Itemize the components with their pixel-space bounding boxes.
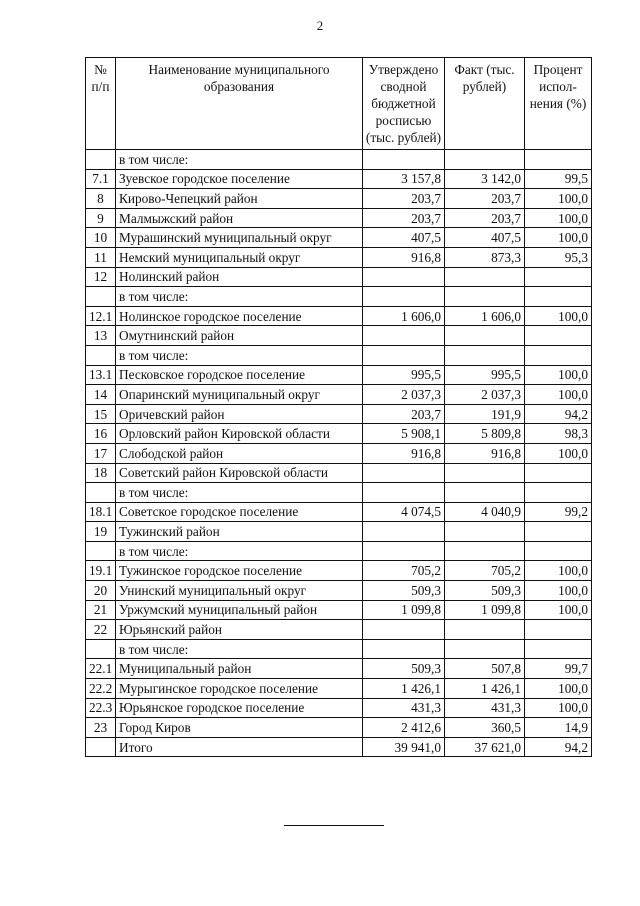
table-row <box>86 208 592 228</box>
table-row <box>86 189 592 209</box>
execution-percent-cell: 100,0 <box>525 306 592 326</box>
table-row <box>86 679 592 699</box>
execution-percent-cell: 100,0 <box>525 581 592 601</box>
row-number-cell <box>86 737 116 757</box>
approved-budget-cell <box>363 463 445 483</box>
row-number-cell: 23 <box>86 718 116 738</box>
table-row <box>86 581 592 601</box>
table-row <box>86 718 592 738</box>
municipality-name-cell: Итого <box>116 737 363 757</box>
municipality-name-cell: Юрьянское городское поселение <box>116 698 363 718</box>
municipality-name-cell: Муниципальный район <box>116 659 363 679</box>
approved-budget-cell: 39 941,0 <box>363 737 445 757</box>
execution-percent-cell: 100,0 <box>525 365 592 385</box>
actual-cell <box>445 326 525 346</box>
execution-percent-cell: 100,0 <box>525 561 592 581</box>
municipality-name-cell: Тужинское городское поселение <box>116 561 363 581</box>
execution-percent-cell: 94,2 <box>525 404 592 424</box>
row-number-cell: 13.1 <box>86 365 116 385</box>
approved-budget-cell <box>363 345 445 365</box>
actual-cell: 5 809,8 <box>445 424 525 444</box>
approved-budget-cell: 916,8 <box>363 247 445 267</box>
page-number: 2 <box>316 18 324 33</box>
table-row <box>86 639 592 659</box>
table-row <box>86 502 592 522</box>
actual-cell <box>445 287 525 307</box>
approved-budget-cell: 3 157,8 <box>363 169 445 189</box>
approved-budget-cell: 509,3 <box>363 659 445 679</box>
table-row <box>86 522 592 542</box>
actual-cell <box>445 463 525 483</box>
execution-percent-cell <box>525 287 592 307</box>
municipality-name-cell: в том числе: <box>116 639 363 659</box>
execution-percent-cell <box>525 326 592 346</box>
row-number-cell: 20 <box>86 581 116 601</box>
municipality-name-cell: Советское городское поселение <box>116 502 363 522</box>
actual-cell: 705,2 <box>445 561 525 581</box>
row-number-cell: 22.3 <box>86 698 116 718</box>
table-row <box>86 698 592 718</box>
execution-percent-cell <box>525 463 592 483</box>
municipality-name-cell: Нолинский район <box>116 267 363 287</box>
header-row-number: № п/п <box>86 58 116 150</box>
row-number-cell: 13 <box>86 326 116 346</box>
approved-budget-cell <box>363 150 445 170</box>
approved-budget-cell: 705,2 <box>363 561 445 581</box>
execution-percent-cell: 100,0 <box>525 189 592 209</box>
execution-percent-cell: 100,0 <box>525 228 592 248</box>
table-row <box>86 385 592 405</box>
actual-cell: 1 606,0 <box>445 306 525 326</box>
execution-percent-cell: 94,2 <box>525 737 592 757</box>
municipality-name-cell: Мурыгинское городское поселение <box>116 679 363 699</box>
actual-cell: 191,9 <box>445 404 525 424</box>
execution-percent-cell <box>525 345 592 365</box>
table-row <box>86 228 592 248</box>
execution-percent-cell: 100,0 <box>525 443 592 463</box>
table-row <box>86 345 592 365</box>
table-row <box>86 267 592 287</box>
table-row <box>86 247 592 267</box>
table-row <box>86 561 592 581</box>
table-body <box>86 150 592 757</box>
actual-cell <box>445 483 525 503</box>
actual-cell <box>445 541 525 561</box>
approved-budget-cell: 1 606,0 <box>363 306 445 326</box>
row-number-cell: 12 <box>86 267 116 287</box>
municipality-name-cell: в том числе: <box>116 150 363 170</box>
row-number-cell: 10 <box>86 228 116 248</box>
actual-cell: 360,5 <box>445 718 525 738</box>
table-row <box>86 737 592 757</box>
approved-budget-cell: 1 426,1 <box>363 679 445 699</box>
approved-budget-cell <box>363 267 445 287</box>
actual-cell: 873,3 <box>445 247 525 267</box>
row-number-cell: 19.1 <box>86 561 116 581</box>
approved-budget-cell: 1 099,8 <box>363 600 445 620</box>
table-row <box>86 326 592 346</box>
municipality-name-cell: Опаринский муниципальный округ <box>116 385 363 405</box>
municipality-name-cell: в том числе: <box>116 541 363 561</box>
table-row <box>86 463 592 483</box>
execution-percent-cell <box>525 483 592 503</box>
execution-percent-cell <box>525 541 592 561</box>
municipality-name-cell: Нолинское городское поселение <box>116 306 363 326</box>
approved-budget-cell: 5 908,1 <box>363 424 445 444</box>
row-number-cell: 21 <box>86 600 116 620</box>
row-number-cell: 11 <box>86 247 116 267</box>
actual-cell: 995,5 <box>445 365 525 385</box>
execution-percent-cell: 100,0 <box>525 698 592 718</box>
municipality-name-cell: Малмыжский район <box>116 208 363 228</box>
execution-percent-cell <box>525 620 592 640</box>
approved-budget-cell: 916,8 <box>363 443 445 463</box>
row-number-cell: 14 <box>86 385 116 405</box>
approved-budget-cell <box>363 522 445 542</box>
municipality-name-cell: Унинский муниципальный округ <box>116 581 363 601</box>
row-number-cell: 22.1 <box>86 659 116 679</box>
actual-cell <box>445 620 525 640</box>
budget-execution-table <box>85 57 592 757</box>
row-number-cell: 22 <box>86 620 116 640</box>
actual-cell: 509,3 <box>445 581 525 601</box>
table-row <box>86 150 592 170</box>
table-row <box>86 169 592 189</box>
approved-budget-cell <box>363 620 445 640</box>
table-row <box>86 443 592 463</box>
approved-budget-cell: 203,7 <box>363 189 445 209</box>
approved-budget-cell <box>363 639 445 659</box>
municipality-name-cell: Немский муниципальный округ <box>116 247 363 267</box>
actual-cell <box>445 345 525 365</box>
approved-budget-cell: 2 412,6 <box>363 718 445 738</box>
municipality-name-cell: Слободской район <box>116 443 363 463</box>
actual-cell: 203,7 <box>445 208 525 228</box>
municipality-name-cell: Омутнинский район <box>116 326 363 346</box>
actual-cell: 916,8 <box>445 443 525 463</box>
execution-percent-cell: 14,9 <box>525 718 592 738</box>
table-row <box>86 404 592 424</box>
municipality-name-cell: Оричевский район <box>116 404 363 424</box>
row-number-cell: 9 <box>86 208 116 228</box>
table-row <box>86 287 592 307</box>
actual-cell: 203,7 <box>445 189 525 209</box>
execution-percent-cell <box>525 150 592 170</box>
row-number-cell: 18.1 <box>86 502 116 522</box>
approved-budget-cell: 2 037,3 <box>363 385 445 405</box>
row-number-cell: 22.2 <box>86 679 116 699</box>
row-number-cell: 19 <box>86 522 116 542</box>
table-row <box>86 600 592 620</box>
execution-percent-cell: 100,0 <box>525 600 592 620</box>
actual-cell: 2 037,3 <box>445 385 525 405</box>
municipality-name-cell: Советский район Кировской области <box>116 463 363 483</box>
closing-divider-line <box>284 825 384 826</box>
approved-budget-cell: 995,5 <box>363 365 445 385</box>
header-execution-percent: Процент испол-нения (%) <box>525 58 592 150</box>
row-number-cell <box>86 287 116 307</box>
approved-budget-cell <box>363 326 445 346</box>
row-number-cell: 18 <box>86 463 116 483</box>
table-row <box>86 620 592 640</box>
header-approved-budget: Утверждено сводной бюджетной росписью (тыс. рублей) <box>363 58 445 150</box>
approved-budget-cell: 203,7 <box>363 208 445 228</box>
execution-percent-cell: 95,3 <box>525 247 592 267</box>
approved-budget-cell: 431,3 <box>363 698 445 718</box>
municipality-name-cell: Тужинский район <box>116 522 363 542</box>
approved-budget-cell: 4 074,5 <box>363 502 445 522</box>
municipality-name-cell: в том числе: <box>116 345 363 365</box>
table-row <box>86 424 592 444</box>
municipality-name-cell: Юрьянский район <box>116 620 363 640</box>
execution-percent-cell <box>525 522 592 542</box>
actual-cell <box>445 267 525 287</box>
approved-budget-cell: 509,3 <box>363 581 445 601</box>
row-number-cell: 7.1 <box>86 169 116 189</box>
row-number-cell <box>86 541 116 561</box>
row-number-cell: 15 <box>86 404 116 424</box>
table-row <box>86 483 592 503</box>
table-row <box>86 306 592 326</box>
actual-cell: 3 142,0 <box>445 169 525 189</box>
row-number-cell <box>86 483 116 503</box>
approved-budget-cell <box>363 541 445 561</box>
table-row <box>86 659 592 679</box>
municipality-name-cell: Мурашинский муниципальный округ <box>116 228 363 248</box>
actual-cell: 4 040,9 <box>445 502 525 522</box>
row-number-cell <box>86 639 116 659</box>
municipality-name-cell: в том числе: <box>116 483 363 503</box>
approved-budget-cell <box>363 287 445 307</box>
row-number-cell: 16 <box>86 424 116 444</box>
municipality-name-cell: Песковское городское поселение <box>116 365 363 385</box>
execution-percent-cell: 100,0 <box>525 208 592 228</box>
actual-cell <box>445 639 525 659</box>
actual-cell: 431,3 <box>445 698 525 718</box>
execution-percent-cell <box>525 267 592 287</box>
row-number-cell <box>86 345 116 365</box>
row-number-cell <box>86 150 116 170</box>
row-number-cell: 8 <box>86 189 116 209</box>
table-header-row <box>86 58 592 150</box>
actual-cell: 407,5 <box>445 228 525 248</box>
execution-percent-cell <box>525 639 592 659</box>
execution-percent-cell: 99,2 <box>525 502 592 522</box>
municipality-name-cell: Кирово-Чепецкий район <box>116 189 363 209</box>
execution-percent-cell: 99,7 <box>525 659 592 679</box>
actual-cell: 507,8 <box>445 659 525 679</box>
actual-cell <box>445 522 525 542</box>
execution-percent-cell: 99,5 <box>525 169 592 189</box>
actual-cell: 1 426,1 <box>445 679 525 699</box>
municipality-name-cell: Город Киров <box>116 718 363 738</box>
municipality-name-cell: в том числе: <box>116 287 363 307</box>
actual-cell <box>445 150 525 170</box>
row-number-cell: 12.1 <box>86 306 116 326</box>
header-actual: Факт (тыс. рублей) <box>445 58 525 150</box>
actual-cell: 1 099,8 <box>445 600 525 620</box>
execution-percent-cell: 100,0 <box>525 679 592 699</box>
approved-budget-cell <box>363 483 445 503</box>
table-row <box>86 365 592 385</box>
row-number-cell: 17 <box>86 443 116 463</box>
execution-percent-cell: 98,3 <box>525 424 592 444</box>
municipality-name-cell: Зуевское городское поселение <box>116 169 363 189</box>
municipality-name-cell: Орловский район Кировской области <box>116 424 363 444</box>
approved-budget-cell: 203,7 <box>363 404 445 424</box>
table-row <box>86 541 592 561</box>
approved-budget-cell: 407,5 <box>363 228 445 248</box>
execution-percent-cell: 100,0 <box>525 385 592 405</box>
header-municipality-name: Наименование муниципального образования <box>116 58 363 150</box>
municipality-name-cell: Уржумский муниципальный район <box>116 600 363 620</box>
actual-cell: 37 621,0 <box>445 737 525 757</box>
